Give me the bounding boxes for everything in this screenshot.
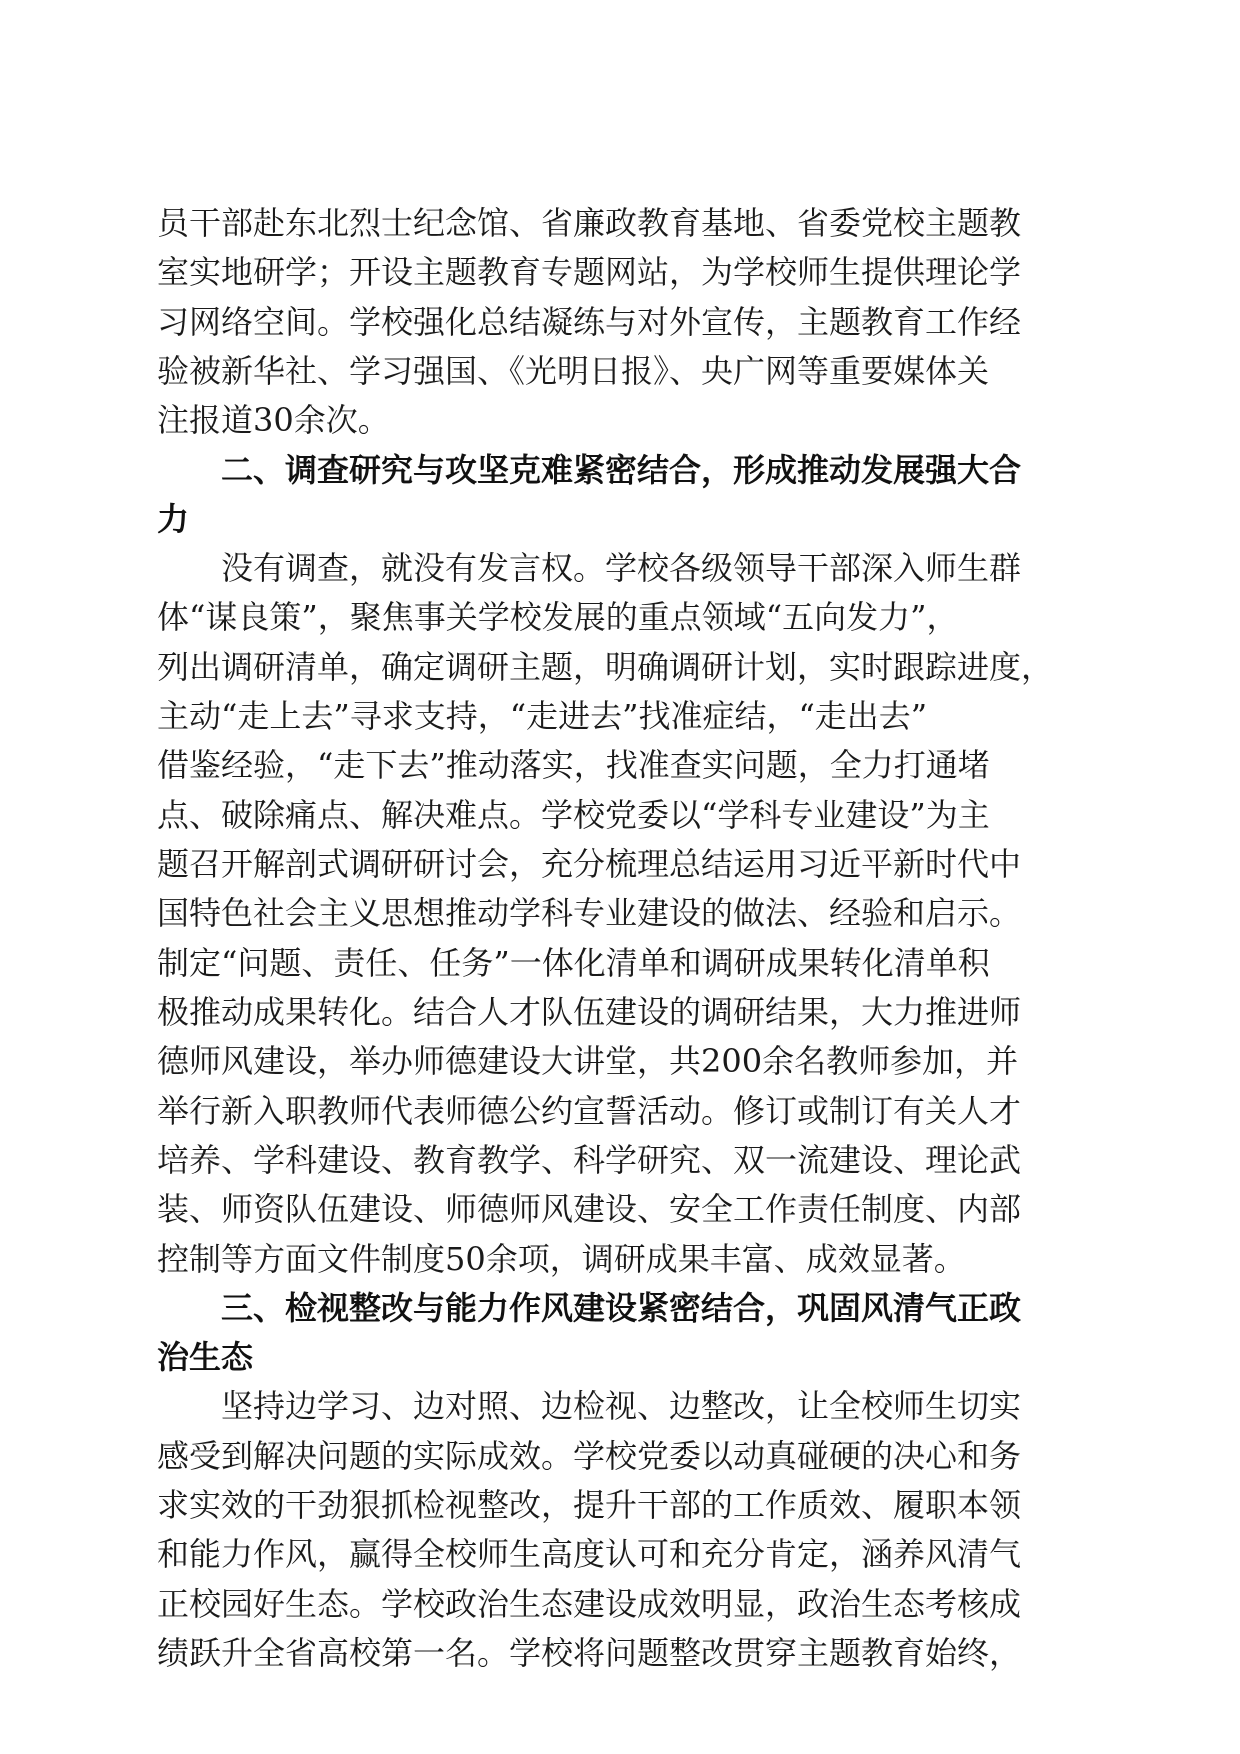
paragraph-line: 制定“问题、责任、任务”一体化清单和调研成果转化清单积 <box>157 944 990 982</box>
paragraph-line: 室实地研学；开设主题教育专题网站，为学校师生提供理论学 <box>157 253 1022 291</box>
paragraph-line: 求实效的干劲狠抓检视整改，提升干部的工作质效、履职本领 <box>157 1486 1022 1524</box>
paragraph-line: 和能力作风，赢得全校师生高度认可和充分肯定，涵养风清气 <box>157 1535 1022 1573</box>
paragraph-line: 控制等方面文件制度50余项，调研成果丰富、成效显著。 <box>157 1240 966 1278</box>
paragraph-line: 绩跃升全省高校第一名。学校将问题整改贯穿主题教育始终， <box>157 1634 1022 1672</box>
paragraph-line: 感受到解决问题的实际成效。学校党委以动真碰硬的决心和务 <box>157 1437 1022 1475</box>
section-heading: 治生态 <box>157 1338 254 1376</box>
paragraph-line: 点、破除痛点、解决难点。学校党委以“学科专业建设”为主 <box>157 796 990 834</box>
paragraph-line: 举行新入职教师代表师德公约宣誓活动。修订或制订有关人才 <box>157 1092 1022 1130</box>
paragraph-line: 主动“走上去”寻求支持，“走进去”找准症结，“走出去” <box>157 697 928 735</box>
section-heading: 力 <box>157 500 190 538</box>
paragraph-line: 国特色社会主义思想推动学科专业建设的做法、经验和启示。 <box>157 894 1022 932</box>
paragraph-line: 员干部赴东北烈士纪念馆、省廉政教育基地、省委党校主题教 <box>157 204 1022 242</box>
section-heading: 二、调查研究与攻坚克难紧密结合，形成推动发展强大合 <box>221 451 1022 489</box>
paragraph-line: 正校园好生态。学校政治生态建设成效明显，政治生态考核成 <box>157 1585 1022 1623</box>
paragraph-line: 体“谋良策”，聚焦事关学校发展的重点领域“五向发力”， <box>157 598 959 636</box>
paragraph-line: 验被新华社、学习强国、《光明日报》、央广网等重要媒体关 <box>157 352 990 390</box>
paragraph-line: 极推动成果转化。结合人才队伍建设的调研结果，大力推进师 <box>157 993 1022 1031</box>
paragraph-line: 列出调研清单，确定调研主题，明确调研计划，实时跟踪进度， <box>157 648 1054 686</box>
paragraph-line: 注报道30余次。 <box>157 401 390 439</box>
paragraph-line: 没有调查，就没有发言权。学校各级领导干部深入师生群 <box>221 549 1022 587</box>
paragraph-line: 德师风建设，举办师德建设大讲堂，共200余名教师参加，并 <box>157 1042 1019 1080</box>
paragraph-line: 培养、学科建设、教育教学、科学研究、双一流建设、理论武 <box>157 1141 1022 1179</box>
paragraph-line: 借鉴经验，“走下去”推动落实，找准查实问题，全力打通堵 <box>157 746 990 784</box>
section-heading: 三、检视整改与能力作风建设紧密结合，巩固风清气正政 <box>221 1289 1022 1327</box>
paragraph-line: 坚持边学习、边对照、边检视、边整改，让全校师生切实 <box>221 1387 1022 1425</box>
paragraph-line: 题召开解剖式调研研讨会，充分梳理总结运用习近平新时代中 <box>157 845 1022 883</box>
paragraph-line: 习网络空间。学校强化总结凝练与对外宣传，主题教育工作经 <box>157 303 1022 341</box>
paragraph-line: 装、师资队伍建设、师德师风建设、安全工作责任制度、内部 <box>157 1190 1022 1228</box>
